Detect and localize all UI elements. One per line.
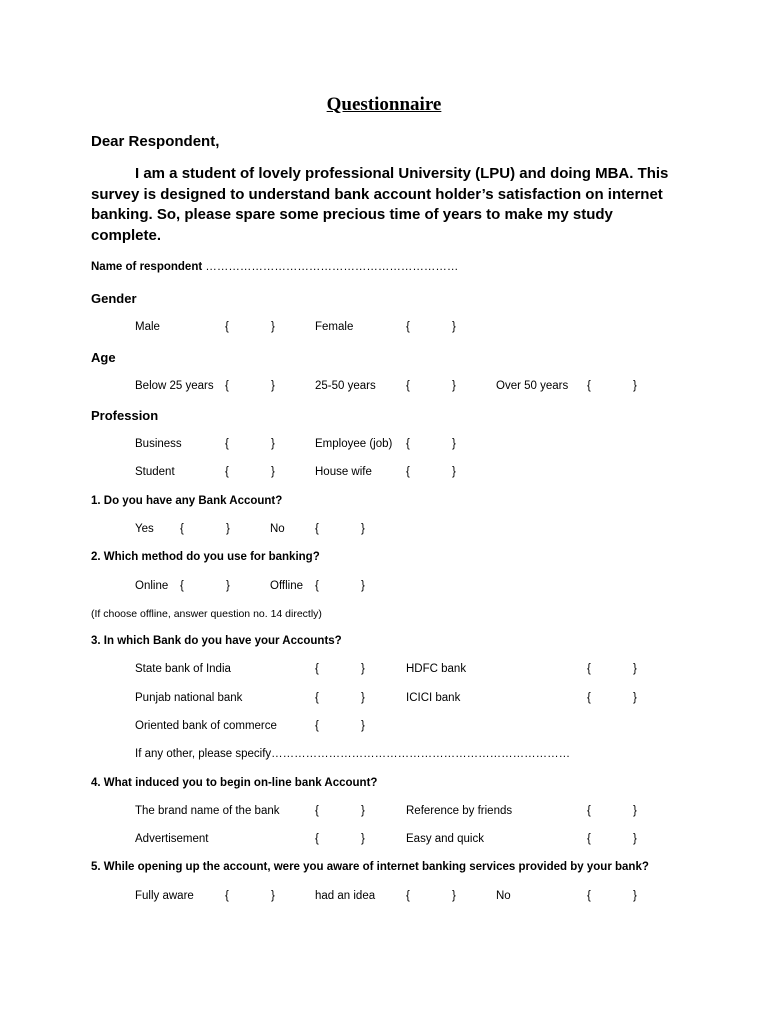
option-label: No	[270, 523, 285, 535]
checkbox-open-brace[interactable]: {	[406, 438, 410, 450]
checkbox-open-brace[interactable]: {	[315, 720, 319, 732]
option-label: Oriented bank of commerce	[135, 720, 277, 732]
option-label: Business	[135, 438, 182, 450]
checkbox-close-brace[interactable]: }	[226, 523, 230, 535]
other-bank-label: If any other, please specify	[135, 748, 272, 760]
name-label: Name of respondent	[91, 261, 203, 273]
checkbox-open-brace[interactable]: {	[225, 466, 229, 478]
question-2: 2. Which method do you use for banking?	[91, 551, 320, 563]
option-label: Female	[315, 321, 354, 333]
checkbox-open-brace[interactable]: {	[406, 321, 410, 333]
checkbox-close-brace[interactable]: }	[633, 833, 637, 845]
option-label: Advertisement	[135, 833, 209, 845]
greeting: Dear Respondent,	[91, 133, 220, 150]
checkbox-close-brace[interactable]: }	[271, 890, 275, 902]
question-1: 1. Do you have any Bank Account?	[91, 495, 283, 507]
other-bank-field	[135, 748, 570, 760]
checkbox-close-brace[interactable]: }	[633, 890, 637, 902]
checkbox-close-brace[interactable]: }	[226, 580, 230, 592]
option-label: Online	[135, 580, 169, 592]
name-dots: …………………………………………………………	[205, 261, 459, 273]
option-label: ICICI bank	[406, 692, 461, 704]
option-label: Over 50 years	[496, 380, 569, 392]
checkbox-open-brace[interactable]: {	[225, 321, 229, 333]
question-5: 5. While opening up the account, were you aware of internet banking services provided by your bank?	[91, 861, 649, 873]
checkbox-close-brace[interactable]: }	[361, 692, 365, 704]
checkbox-open-brace[interactable]: {	[587, 833, 591, 845]
document-title: Questionnaire	[326, 94, 442, 115]
option-label: Below 25 years	[135, 380, 214, 392]
checkbox-open-brace[interactable]: {	[406, 466, 410, 478]
checkbox-open-brace[interactable]: {	[315, 805, 319, 817]
other-bank-dots: ……………………………………………………………………	[271, 748, 571, 760]
checkbox-open-brace[interactable]: {	[180, 580, 184, 592]
question-3: 3. In which Bank do you have your Accounts?	[91, 635, 342, 647]
option-label: No	[496, 890, 511, 902]
option-label: HDFC bank	[406, 663, 467, 675]
checkbox-open-brace[interactable]: {	[315, 692, 319, 704]
checkbox-open-brace[interactable]: {	[225, 890, 229, 902]
checkbox-open-brace[interactable]: {	[315, 663, 319, 675]
checkbox-open-brace[interactable]: {	[587, 692, 591, 704]
option-label: House wife	[315, 466, 372, 478]
checkbox-open-brace[interactable]: {	[406, 380, 410, 392]
checkbox-close-brace[interactable]: }	[633, 663, 637, 675]
checkbox-close-brace[interactable]: }	[361, 833, 365, 845]
checkbox-open-brace[interactable]: {	[180, 523, 184, 535]
checkbox-open-brace[interactable]: {	[587, 805, 591, 817]
checkbox-open-brace[interactable]: {	[587, 380, 591, 392]
checkbox-close-brace[interactable]: }	[452, 438, 456, 450]
checkbox-close-brace[interactable]: }	[452, 321, 456, 333]
checkbox-open-brace[interactable]: {	[406, 890, 410, 902]
option-label: Employee (job)	[315, 438, 393, 450]
option-label: Male	[135, 321, 160, 333]
option-label: Student	[135, 466, 175, 478]
checkbox-open-brace[interactable]: {	[315, 580, 319, 592]
option-label: had an idea	[315, 890, 376, 902]
option-label: Offline	[270, 580, 304, 592]
option-label: Fully aware	[135, 890, 194, 902]
option-label: 25-50 years	[315, 380, 376, 392]
option-label: State bank of India	[135, 663, 231, 675]
option-label: Easy and quick	[406, 833, 484, 845]
checkbox-close-brace[interactable]: }	[633, 805, 637, 817]
checkbox-open-brace[interactable]: {	[225, 380, 229, 392]
option-label: Reference by friends	[406, 805, 513, 817]
checkbox-close-brace[interactable]: }	[361, 720, 365, 732]
question-4: 4. What induced you to begin on-line bank Account?	[91, 777, 378, 789]
profession-heading: Profession	[91, 408, 159, 423]
option-label: Yes	[135, 523, 154, 535]
age-heading: Age	[91, 350, 116, 365]
checkbox-close-brace[interactable]: }	[452, 466, 456, 478]
checkbox-close-brace[interactable]: }	[633, 692, 637, 704]
checkbox-open-brace[interactable]: {	[225, 438, 229, 450]
checkbox-close-brace[interactable]: }	[361, 663, 365, 675]
gender-heading: Gender	[91, 291, 137, 306]
checkbox-close-brace[interactable]: }	[271, 438, 275, 450]
checkbox-close-brace[interactable]: }	[452, 380, 456, 392]
question-2-note: (If choose offline, answer question no. 14 directly)	[91, 608, 322, 620]
checkbox-close-brace[interactable]: }	[271, 466, 275, 478]
option-label: Punjab national bank	[135, 692, 243, 704]
checkbox-open-brace[interactable]: {	[587, 890, 591, 902]
checkbox-close-brace[interactable]: }	[271, 321, 275, 333]
checkbox-close-brace[interactable]: }	[361, 580, 365, 592]
name-field	[91, 261, 458, 273]
checkbox-close-brace[interactable]: }	[361, 523, 365, 535]
checkbox-open-brace[interactable]: {	[315, 523, 319, 535]
checkbox-close-brace[interactable]: }	[633, 380, 637, 392]
checkbox-open-brace[interactable]: {	[315, 833, 319, 845]
intro-paragraph: I am a student of lovely professional University (LPU) and doing MBA. This survey is designed to understand bank account holder’s satisfaction on internet banking. So, please spare some precious time of years to make my study complete.	[91, 165, 669, 244]
checkbox-close-brace[interactable]: }	[361, 805, 365, 817]
checkbox-close-brace[interactable]: }	[271, 380, 275, 392]
checkbox-close-brace[interactable]: }	[452, 890, 456, 902]
checkbox-open-brace[interactable]: {	[587, 663, 591, 675]
option-label: The brand name of the bank	[135, 805, 280, 817]
